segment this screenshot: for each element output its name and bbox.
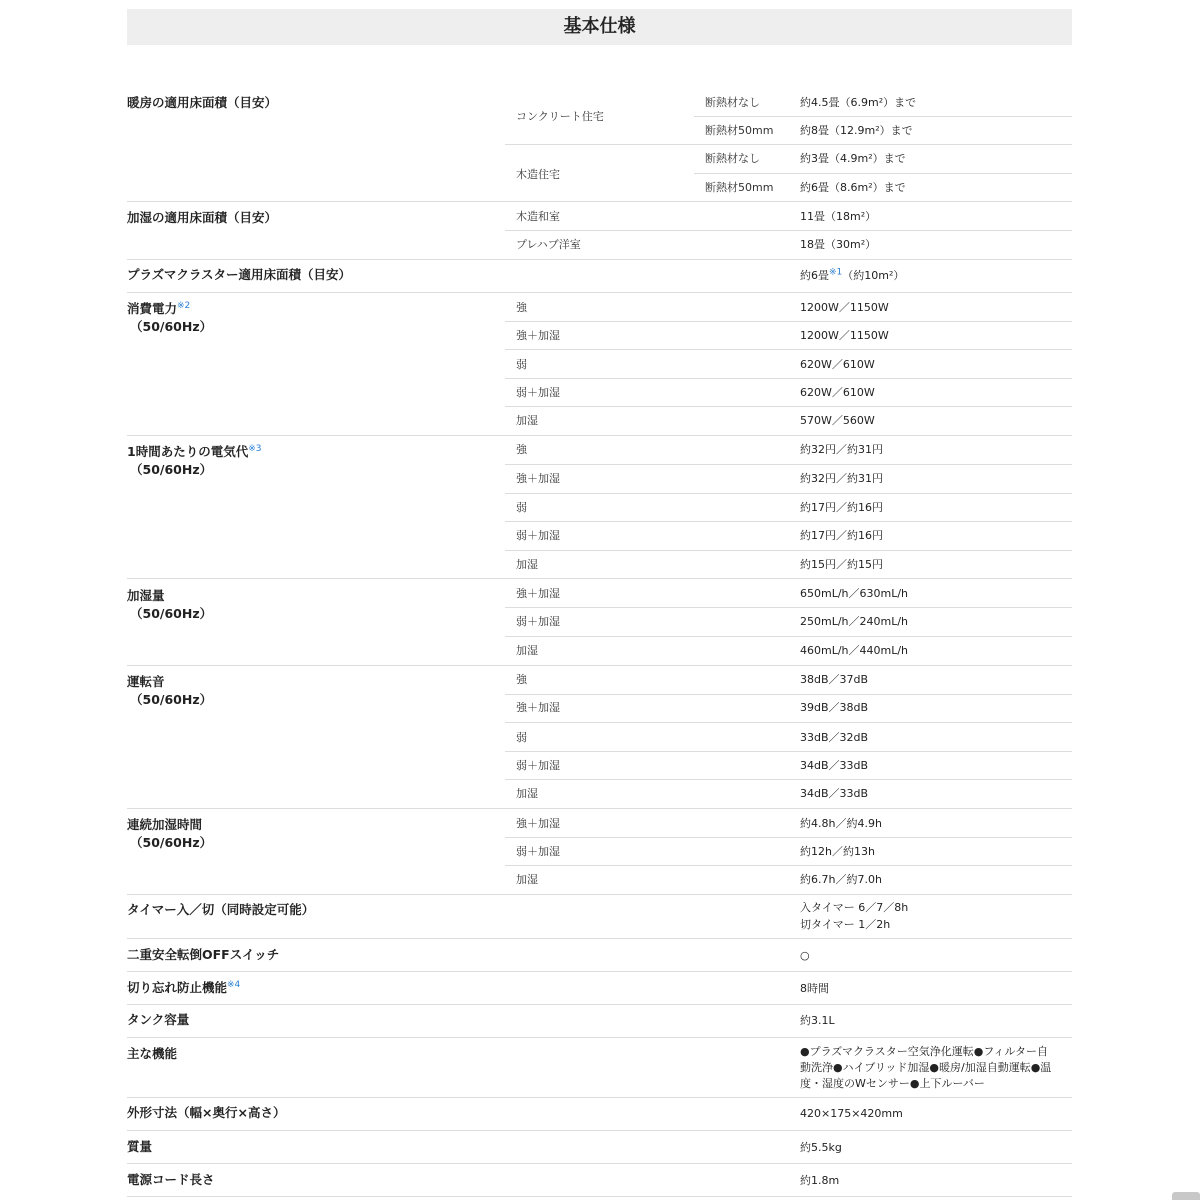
heat-wood-ins50: 断熱材50mm bbox=[705, 181, 774, 194]
noise-value: 33dB／32dB bbox=[800, 731, 869, 744]
heat-concrete-no-ins: 断熱材なし bbox=[705, 96, 760, 109]
power-mode: 弱 bbox=[516, 358, 527, 371]
noise-value: 39dB／38dB bbox=[800, 701, 869, 714]
plasma-area-value bbox=[800, 268, 904, 284]
noise-label: 運転音 bbox=[127, 674, 165, 689]
features-line: ●プラズマクラスター空気浄化運転●フィルター自 bbox=[800, 1045, 1048, 1058]
noise-mode: 弱＋加湿 bbox=[516, 759, 560, 772]
cost-value: 約32円／約31円 bbox=[800, 443, 883, 456]
divider bbox=[505, 865, 1072, 866]
power-mode: 加湿 bbox=[516, 414, 538, 427]
plasma-area-value-m2: （約10m²） bbox=[842, 269, 905, 282]
cord-value: 約1.8m bbox=[800, 1174, 840, 1187]
heat-concrete-no-ins-value: 約4.5畳（6.9m²）まで bbox=[800, 96, 917, 109]
divider bbox=[127, 259, 1072, 260]
cord-label: 電源コード長さ bbox=[127, 1172, 215, 1187]
power-mode: 強＋加湿 bbox=[516, 329, 560, 342]
cost-mode: 強＋加湿 bbox=[516, 472, 560, 485]
noise-mode: 加湿 bbox=[516, 787, 538, 800]
section-title: 基本仕様 bbox=[563, 16, 636, 37]
divider bbox=[127, 201, 1072, 202]
cost-value: 約17円／約16円 bbox=[800, 529, 883, 542]
humid-area-label: 加湿の適用床面積（目安） bbox=[127, 210, 278, 225]
noise-mode: 弱 bbox=[516, 731, 527, 744]
divider bbox=[505, 493, 1072, 494]
auto-off-label bbox=[127, 979, 240, 997]
tank-label: タンク容量 bbox=[127, 1012, 190, 1027]
noise-value: 34dB／33dB bbox=[800, 759, 869, 772]
divider bbox=[127, 938, 1072, 939]
power-value: 1200W／1150W bbox=[800, 329, 889, 342]
plasma-area-value-main: 約6畳 bbox=[800, 269, 829, 282]
humid-area-sub: 木造和室 bbox=[516, 210, 560, 223]
timer-off-value: 切タイマー 1／2h bbox=[800, 918, 891, 931]
footnote-2-link[interactable]: ※2 bbox=[177, 300, 191, 311]
divider bbox=[127, 665, 1072, 666]
features-line: 動洗浄●ハイブリッド加湿●暖房/加湿自動運転●温 bbox=[800, 1061, 1052, 1074]
divider bbox=[505, 464, 1072, 465]
section-header bbox=[127, 9, 1072, 45]
humid-area-sub: プレハブ洋室 bbox=[516, 238, 581, 251]
humid-amount-freq: （50/60Hz） bbox=[130, 606, 213, 621]
heat-wood-no-ins-value: 約3畳（4.9m²）まで bbox=[800, 152, 906, 165]
divider bbox=[505, 378, 1072, 379]
power-mode: 強 bbox=[516, 301, 527, 314]
divider bbox=[127, 1196, 1072, 1197]
dimensions-value: 420×175×420mm bbox=[800, 1107, 903, 1120]
noise-mode: 強＋加湿 bbox=[516, 701, 560, 714]
tank-value: 約3.1L bbox=[800, 1014, 835, 1027]
cost-label-text: 1時間あたりの電気代 bbox=[127, 444, 249, 459]
humid-time-value: 約12h／約13h bbox=[800, 845, 875, 858]
tipover-value: ○ bbox=[800, 949, 810, 962]
heat-area-label: 暖房の適用床面積（目安） bbox=[127, 95, 278, 110]
power-value: 620W／610W bbox=[800, 386, 875, 399]
power-value: 570W／560W bbox=[800, 414, 875, 427]
humid-time-mode: 加湿 bbox=[516, 873, 538, 886]
divider bbox=[505, 550, 1072, 551]
humid-amount-mode: 弱＋加湿 bbox=[516, 615, 560, 628]
footnote-3-link[interactable]: ※3 bbox=[248, 443, 262, 454]
heat-wood-label: 木造住宅 bbox=[516, 168, 560, 181]
divider bbox=[127, 1130, 1072, 1131]
tipover-label: 二重安全転倒OFFスイッチ bbox=[127, 947, 280, 962]
cost-mode: 加湿 bbox=[516, 558, 538, 571]
scroll-to-top-tab[interactable] bbox=[1172, 1192, 1200, 1200]
divider bbox=[694, 116, 1072, 117]
divider bbox=[505, 349, 1072, 350]
heat-concrete-ins50: 断熱材50mm bbox=[705, 124, 774, 137]
divider bbox=[505, 607, 1072, 608]
cost-freq: （50/60Hz） bbox=[130, 462, 213, 477]
divider bbox=[127, 435, 1072, 436]
divider bbox=[505, 779, 1072, 780]
divider bbox=[505, 406, 1072, 407]
divider bbox=[505, 521, 1072, 522]
humid-time-freq: （50/60Hz） bbox=[130, 835, 213, 850]
footnote-4-link[interactable]: ※4 bbox=[227, 979, 241, 990]
weight-value: 約5.5kg bbox=[800, 1141, 842, 1154]
humid-amount-label: 加湿量 bbox=[127, 588, 165, 603]
divider bbox=[505, 321, 1072, 322]
power-freq: （50/60Hz） bbox=[130, 319, 213, 334]
timer-on-value: 入タイマー 6／7／8h bbox=[800, 901, 909, 914]
heat-wood-ins50-value: 約6畳（8.6m²）まで bbox=[800, 181, 906, 194]
humid-time-label: 連続加湿時間 bbox=[127, 817, 203, 832]
humid-time-mode: 強＋加湿 bbox=[516, 817, 560, 830]
heat-concrete-ins50-value: 約8畳（12.9m²）まで bbox=[800, 124, 913, 137]
noise-value: 38dB／37dB bbox=[800, 673, 869, 686]
divider bbox=[505, 751, 1072, 752]
power-mode: 弱＋加湿 bbox=[516, 386, 560, 399]
noise-freq: （50/60Hz） bbox=[130, 692, 213, 707]
humid-amount-value: 250mL/h／240mL/h bbox=[800, 615, 909, 628]
divider bbox=[127, 578, 1072, 579]
divider bbox=[127, 1037, 1072, 1038]
power-label bbox=[127, 300, 190, 318]
plasma-area-label: プラズマクラスター適用床面積（目安） bbox=[127, 267, 352, 282]
divider bbox=[127, 894, 1072, 895]
dimensions-label: 外形寸法（幅×奥行×高さ） bbox=[127, 1105, 286, 1120]
heat-wood-no-ins: 断熱材なし bbox=[705, 152, 760, 165]
cost-value: 約32円／約31円 bbox=[800, 472, 883, 485]
humid-amount-mode: 強＋加湿 bbox=[516, 587, 560, 600]
humid-amount-mode: 加湿 bbox=[516, 644, 538, 657]
divider bbox=[505, 636, 1072, 637]
noise-mode: 強 bbox=[516, 673, 527, 686]
heat-concrete-label: コンクリート住宅 bbox=[516, 110, 604, 123]
cost-mode: 弱 bbox=[516, 501, 527, 514]
divider bbox=[127, 808, 1072, 809]
divider bbox=[127, 292, 1072, 293]
divider bbox=[127, 971, 1072, 972]
cost-value: 約17円／約16円 bbox=[800, 501, 883, 514]
features-label: 主な機能 bbox=[127, 1046, 178, 1061]
humid-time-value: 約4.8h／約4.9h bbox=[800, 817, 882, 830]
divider bbox=[505, 837, 1072, 838]
power-value: 1200W／1150W bbox=[800, 301, 889, 314]
divider bbox=[694, 173, 1072, 174]
humid-area-value: 18畳（30m²） bbox=[800, 238, 877, 251]
divider bbox=[127, 1004, 1072, 1005]
auto-off-label-text: 切り忘れ防止機能 bbox=[127, 980, 228, 995]
footnote-1-link[interactable]: ※1 bbox=[829, 267, 843, 278]
features-line: 度・湿度のWセンサー●上下ルーバー bbox=[800, 1077, 985, 1090]
divider bbox=[505, 694, 1072, 695]
auto-off-value: 8時間 bbox=[800, 982, 829, 995]
cost-mode: 弱＋加湿 bbox=[516, 529, 560, 542]
divider bbox=[127, 1097, 1072, 1098]
cost-value: 約15円／約15円 bbox=[800, 558, 883, 571]
humid-area-value: 11畳（18m²） bbox=[800, 210, 877, 223]
weight-label: 質量 bbox=[127, 1139, 153, 1154]
humid-amount-value: 460mL/h／440mL/h bbox=[800, 644, 909, 657]
divider bbox=[505, 722, 1072, 723]
cost-label bbox=[127, 443, 261, 461]
timer-label: タイマー入／切（同時設定可能） bbox=[127, 902, 315, 917]
divider bbox=[505, 144, 1072, 145]
divider bbox=[505, 230, 1072, 231]
power-label-text: 消費電力 bbox=[127, 301, 178, 316]
noise-value: 34dB／33dB bbox=[800, 787, 869, 800]
cost-mode: 強 bbox=[516, 443, 527, 456]
humid-amount-value: 650mL/h／630mL/h bbox=[800, 587, 909, 600]
humid-time-mode: 弱＋加湿 bbox=[516, 845, 560, 858]
power-value: 620W／610W bbox=[800, 358, 875, 371]
divider bbox=[127, 1163, 1072, 1164]
humid-time-value: 約6.7h／約7.0h bbox=[800, 873, 882, 886]
